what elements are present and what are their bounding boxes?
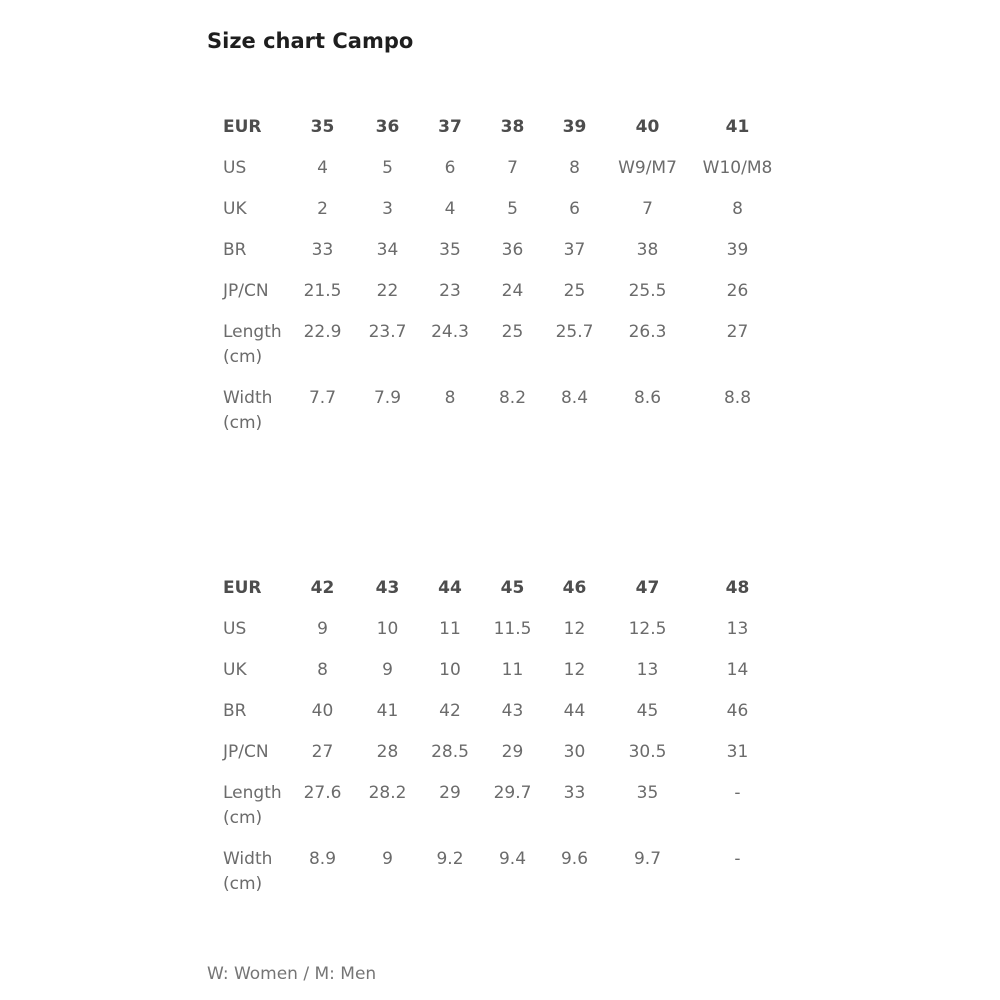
- size-cell: 12.5: [628, 619, 667, 639]
- size-cell: 6: [444, 158, 456, 178]
- size-cell: W10/M8: [702, 158, 773, 178]
- size-cell: 25: [563, 281, 586, 301]
- size-cell: 35: [636, 783, 659, 803]
- size-cell: 23.7: [368, 322, 407, 342]
- size-table-row: [207, 148, 784, 189]
- size-cell: 13: [726, 619, 749, 639]
- size-cell: 36: [501, 240, 524, 260]
- size-cell: 8.6: [633, 388, 662, 408]
- size-cell: 21.5: [303, 281, 342, 301]
- row-label: US: [223, 158, 247, 178]
- size-cell: 25: [501, 322, 524, 342]
- row-label: Width (cm): [223, 388, 273, 433]
- legend-note: W: Women / M: Men: [207, 964, 377, 984]
- size-table-row: [207, 650, 784, 691]
- size-cell: 25.7: [555, 322, 594, 342]
- size-cell: 38: [636, 240, 659, 260]
- size-cell: 29: [501, 742, 524, 762]
- size-cell: 33: [311, 240, 334, 260]
- size-cell: 12: [563, 619, 586, 639]
- size-cell: 3: [382, 199, 393, 219]
- size-table-eur-42-48: [207, 568, 784, 905]
- size-cell: 9.2: [436, 849, 464, 869]
- size-table-body: [207, 107, 784, 444]
- size-cell: 23: [439, 281, 461, 301]
- size-cell: 9: [382, 849, 393, 869]
- header-cell: 40: [635, 117, 660, 137]
- header-cell: 44: [438, 578, 462, 598]
- size-cell: 8: [444, 388, 456, 408]
- size-cell: 8.2: [498, 388, 527, 408]
- header-row-label: EUR: [223, 578, 262, 598]
- size-cell: 13: [636, 660, 659, 680]
- size-table-row: [207, 609, 784, 650]
- row-label: BR: [223, 240, 247, 260]
- size-table-row: [207, 691, 784, 732]
- size-cell: 33: [563, 783, 586, 803]
- size-cell: 28: [376, 742, 399, 762]
- size-cell: 44: [563, 701, 586, 721]
- size-table-body: [207, 568, 784, 905]
- size-cell: 28.5: [431, 742, 469, 762]
- row-label: Length (cm): [223, 783, 282, 828]
- row-label: Length (cm): [223, 322, 282, 367]
- header-cell: 37: [438, 117, 462, 137]
- size-cell: 6: [569, 199, 580, 219]
- size-table-row: [207, 839, 784, 905]
- size-table-row: [207, 732, 784, 773]
- size-cell: 26: [726, 281, 749, 301]
- size-cell: 9: [317, 619, 328, 639]
- size-cell: 9: [382, 660, 393, 680]
- size-cell: 24.3: [431, 322, 469, 342]
- size-table-header-row: [207, 568, 784, 609]
- size-cell: 30: [563, 742, 586, 762]
- size-cell: 8: [732, 199, 743, 219]
- size-cell: 8: [317, 660, 328, 680]
- size-table-row: [207, 378, 784, 444]
- size-cell: 5: [382, 158, 393, 178]
- header-cell: 38: [500, 117, 525, 137]
- row-label: BR: [223, 701, 247, 721]
- size-cell: 25.5: [628, 281, 667, 301]
- size-cell: 41: [376, 701, 399, 721]
- size-cell: 27: [726, 322, 749, 342]
- size-cell: 26.3: [628, 322, 667, 342]
- size-cell: 8.4: [560, 388, 589, 408]
- size-cell: 9.4: [498, 849, 527, 869]
- size-cell: 5: [507, 199, 518, 219]
- size-cell: 46: [726, 701, 749, 721]
- size-cell: 29.7: [493, 783, 532, 803]
- size-cell: 29: [439, 783, 461, 803]
- size-cell: 4: [444, 199, 456, 219]
- size-cell: 8.9: [308, 849, 337, 869]
- header-cell: 39: [562, 117, 587, 137]
- size-cell: 22: [376, 281, 399, 301]
- size-cell: 7: [507, 158, 518, 178]
- size-cell: 7.7: [308, 388, 337, 408]
- size-cell: 30.5: [628, 742, 667, 762]
- size-cell: 10: [439, 660, 461, 680]
- row-label: JP/CN: [223, 742, 269, 762]
- size-cell: 40: [311, 701, 334, 721]
- size-cell: 4: [317, 158, 328, 178]
- header-cell: 43: [375, 578, 400, 598]
- header-cell: 35: [310, 117, 335, 137]
- size-cell: 8: [569, 158, 580, 178]
- header-cell: 46: [562, 578, 587, 598]
- size-cell: W9/M7: [618, 158, 677, 178]
- size-table-row: [207, 773, 784, 839]
- size-cell: 11: [439, 619, 461, 639]
- size-cell: 27.6: [303, 783, 342, 803]
- size-cell: 45: [636, 701, 659, 721]
- size-cell: 27: [311, 742, 334, 762]
- header-cell: 41: [725, 117, 750, 137]
- size-table-row: [207, 189, 784, 230]
- size-cell: 7: [642, 199, 653, 219]
- page-title: Size chart Campo: [207, 29, 414, 53]
- header-row-label: EUR: [223, 117, 262, 137]
- size-cell: 31: [726, 742, 749, 762]
- size-cell: 39: [726, 240, 749, 260]
- size-cell: 42: [439, 701, 461, 721]
- size-cell: 10: [376, 619, 399, 639]
- size-cell: 14: [726, 660, 749, 680]
- size-cell: 9.6: [560, 849, 589, 869]
- size-cell: 11: [501, 660, 524, 680]
- size-cell: 43: [501, 701, 524, 721]
- size-table-row: [207, 271, 784, 312]
- header-cell: 42: [310, 578, 335, 598]
- size-table-row: [207, 312, 784, 378]
- size-cell: 34: [376, 240, 399, 260]
- size-cell: -: [734, 849, 741, 869]
- header-cell: 47: [635, 578, 660, 598]
- size-cell: 24: [501, 281, 524, 301]
- size-table-row: [207, 230, 784, 271]
- size-table-header-row: [207, 107, 784, 148]
- size-cell: 37: [563, 240, 586, 260]
- row-label: US: [223, 619, 247, 639]
- row-label: Width (cm): [223, 849, 273, 894]
- size-cell: 2: [317, 199, 328, 219]
- size-cell: 11.5: [493, 619, 532, 639]
- size-table-eur-35-41: [207, 107, 784, 444]
- row-label: UK: [223, 660, 247, 680]
- row-label: JP/CN: [223, 281, 269, 301]
- size-cell: 9.7: [633, 849, 662, 869]
- size-cell: 28.2: [368, 783, 407, 803]
- size-cell: 7.9: [373, 388, 402, 408]
- row-label: UK: [223, 199, 247, 219]
- header-cell: 36: [375, 117, 400, 137]
- size-cell: 22.9: [303, 322, 342, 342]
- size-cell: -: [734, 783, 741, 803]
- size-cell: 8.8: [723, 388, 752, 408]
- size-cell: 12: [563, 660, 586, 680]
- size-cell: 35: [439, 240, 461, 260]
- header-cell: 48: [725, 578, 750, 598]
- header-cell: 45: [500, 578, 525, 598]
